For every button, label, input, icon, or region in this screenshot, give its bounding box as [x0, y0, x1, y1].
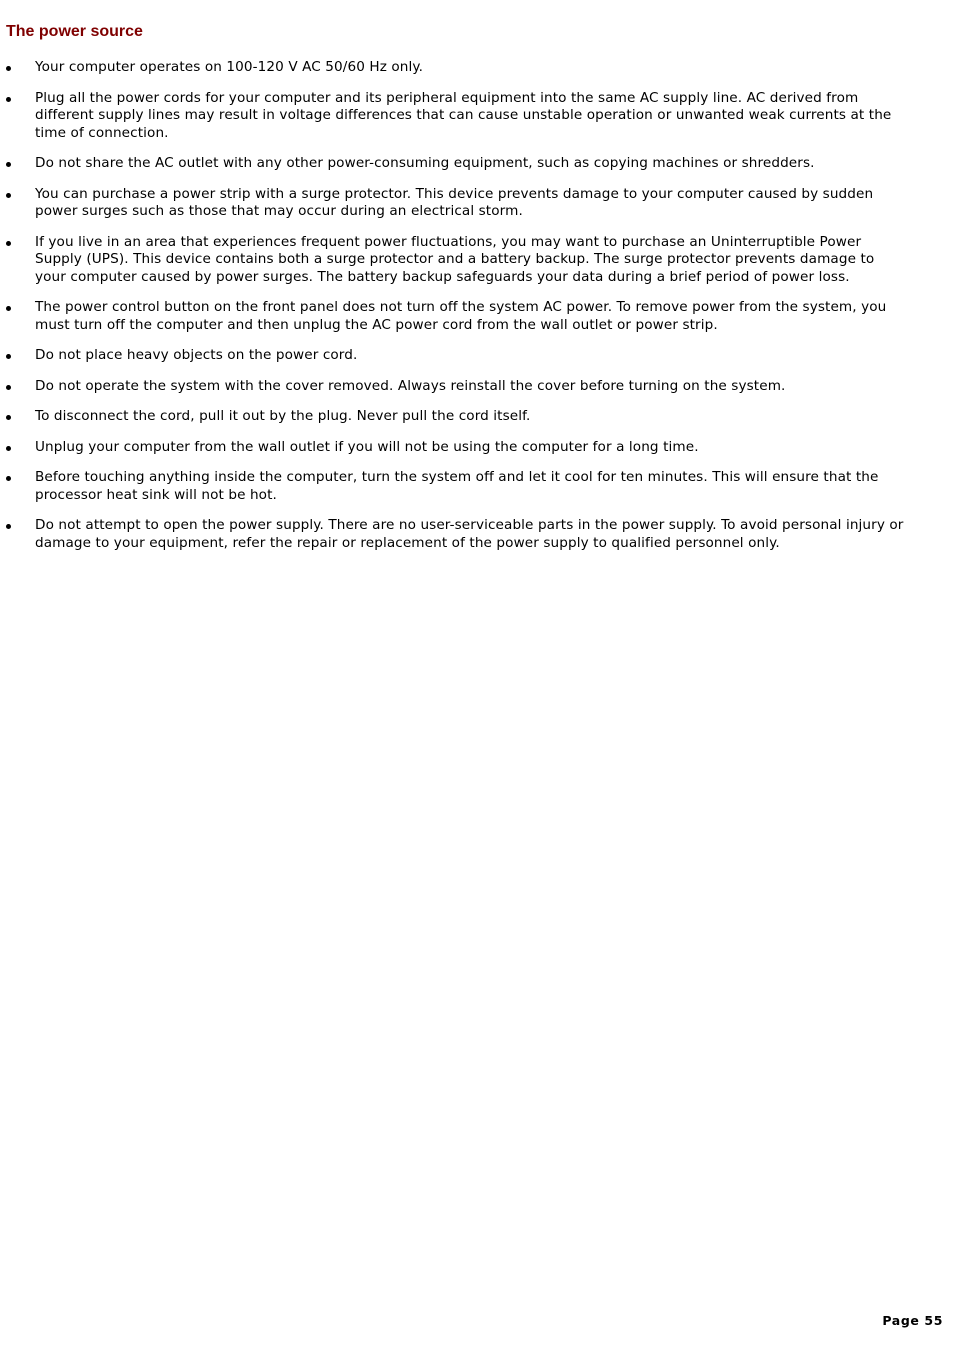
list-item — [0, 408, 954, 426]
list-item-text: Your computer operates on 100-120 V AC 50/60 Hz only. — [35, 59, 424, 75]
list-item — [0, 186, 954, 221]
bullet-icon — [6, 524, 11, 529]
list-item — [0, 155, 954, 173]
section-heading: The power source — [6, 23, 143, 40]
list-item-text: You can purchase a power strip with a surge protector. This device prevents damage to your computer caused by sudden power surges such as those that may occur during an electrical storm. — [35, 185, 874, 219]
bullet-list — [0, 59, 954, 565]
list-item-text: To disconnect the cord, pull it out by the plug. Never pull the cord itself. — [35, 408, 531, 424]
list-item-text: Unplug your computer from the wall outlet if you will not be using the computer for a long time. — [35, 438, 699, 455]
bullet-icon — [6, 66, 11, 71]
list-item-text: Do not attempt to open the power supply. There are no user-serviceable parts in the power supply. To avoid personal injury or damage to your equipment, refer the repair or replacement of the power supply to qualified personnel only. — [35, 517, 904, 551]
list-item-text: Before touching anything inside the computer, turn the system off and let it cool for ten minutes. This will ensure that the processor heat sink will not be hot. — [35, 469, 879, 503]
bullet-icon — [6, 385, 11, 390]
list-item — [0, 439, 954, 457]
list-item — [0, 299, 954, 334]
list-item — [0, 469, 954, 504]
bullet-icon — [6, 97, 11, 102]
list-item — [0, 234, 954, 287]
page-number: Page 55 — [882, 1313, 943, 1328]
list-item — [0, 59, 954, 77]
list-item — [0, 517, 954, 552]
bullet-icon — [6, 415, 11, 420]
list-item-text: Do not share the AC outlet with any other power-consuming equipment, such as copying machines or shredders. — [35, 155, 815, 171]
list-item-text: Do not operate the system with the cover removed. Always reinstall the cover before turning on the system. — [35, 377, 786, 394]
bullet-icon — [6, 193, 11, 198]
list-item-text: If you live in an area that experiences frequent power fluctuations, you may want to purchase an Uninterruptible Power Supply (UPS). This device contains both a surge protector and a battery backup. The surge protector prevents damage to your computer caused by power surges. The battery backup safeguards your data during a brief period of power loss. — [35, 233, 875, 285]
list-item — [0, 90, 954, 143]
list-item — [0, 378, 954, 396]
bullet-icon — [6, 241, 11, 246]
bullet-icon — [6, 446, 11, 451]
bullet-icon — [6, 162, 11, 167]
list-item-text: Do not place heavy objects on the power cord. — [35, 347, 358, 363]
list-item — [0, 347, 954, 365]
bullet-icon — [6, 306, 11, 311]
list-item-text: Plug all the power cords for your computer and its peripheral equipment into the same AC supply line. AC derived from different supply lines may result in voltage differences that can cause unstable operation or unwanted weak currents at the time of connection. — [35, 89, 892, 141]
bullet-icon — [6, 476, 11, 481]
list-item-text: The power control button on the front panel does not turn off the system AC power. To remove power from the system, you must turn off the computer and then unplug the AC power cord from the wall outlet or power strip. — [35, 299, 887, 333]
bullet-icon — [6, 354, 11, 359]
